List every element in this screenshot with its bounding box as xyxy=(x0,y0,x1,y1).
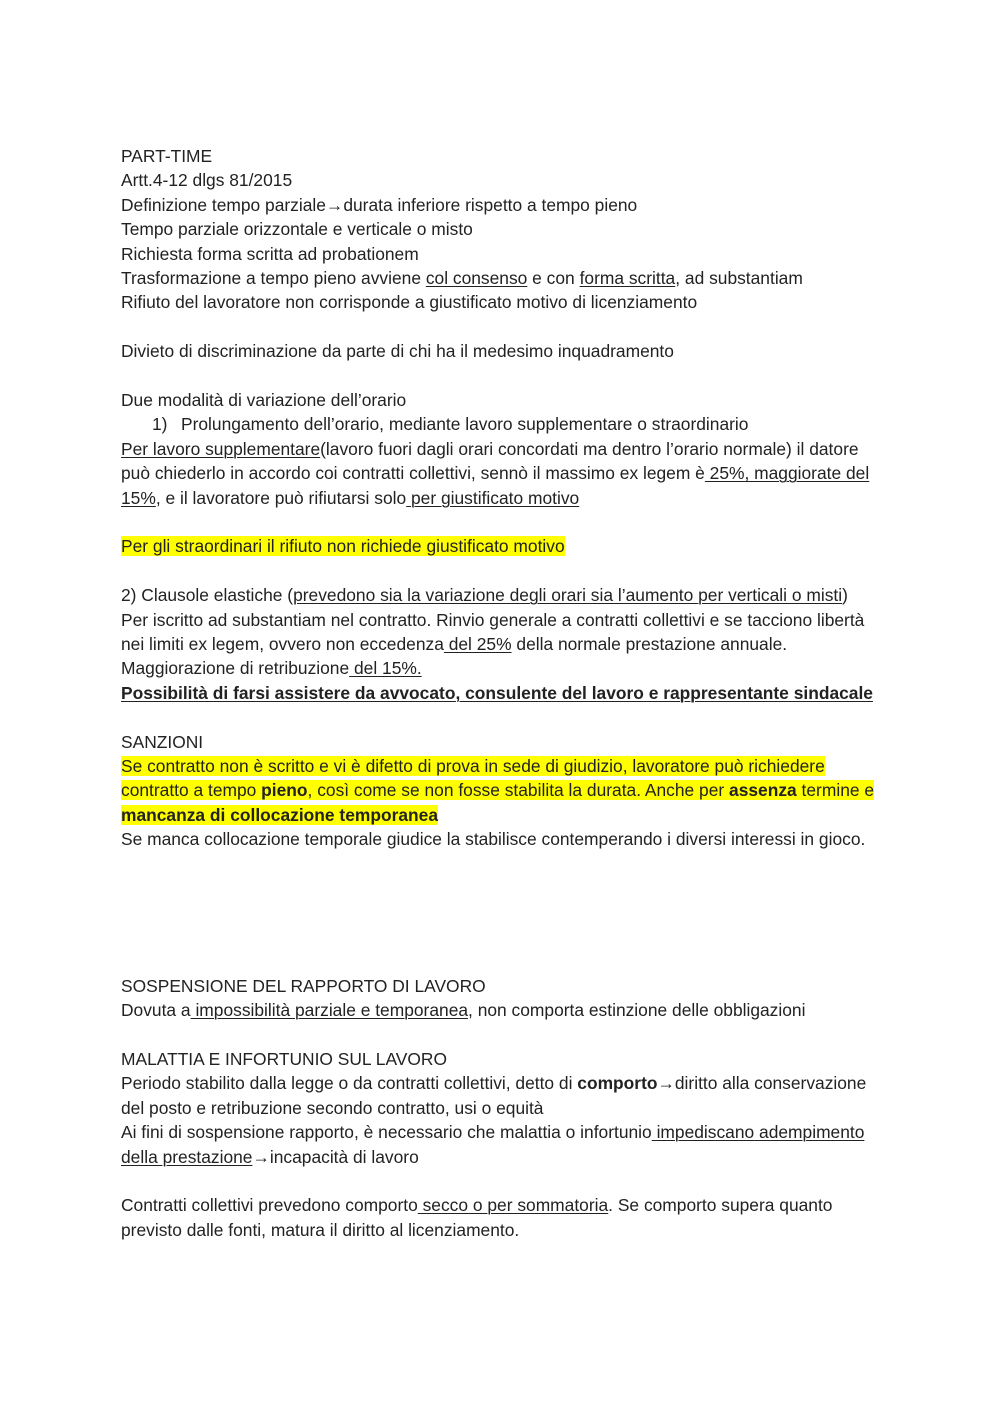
comporto-paragraph xyxy=(121,1071,891,1120)
section-heading-sospensione: SOSPENSIONE DEL RAPPORTO DI LAVORO xyxy=(121,975,486,996)
list-item xyxy=(121,412,891,436)
underlined-text: impossibilità parziale e temporanea xyxy=(190,1000,469,1021)
text-run: , ad substantiam xyxy=(675,268,803,289)
underlined-text: forma scritta xyxy=(579,268,676,289)
highlighted-text: , così come se non fosse stabilita la durata. Anche per xyxy=(307,780,730,801)
underlined-text: del 25% xyxy=(443,634,512,655)
bold-underlined-text: Possibilità di farsi assistere da avvocato, consulente del lavoro e rappresentante sindacale xyxy=(121,682,873,703)
sospensione-line xyxy=(121,998,891,1022)
text-run: Periodo stabilito dalla legge o da contratti collettivi, detto di xyxy=(121,1073,578,1094)
discrimination-line: Divieto di discriminazione da parte di chi ha il medesimo inquadramento xyxy=(121,341,674,362)
text-run: →incapacità di lavoro xyxy=(252,1146,419,1167)
underlined-text: impediscano adempimento della prestazione xyxy=(121,1122,865,1167)
spacer xyxy=(121,1023,891,1047)
list-item-text: Prolungamento dell’orario, mediante lavoro supplementare o straordinario xyxy=(181,414,749,435)
text-run: Contratti collettivi prevedono comporto xyxy=(121,1195,418,1216)
spacer xyxy=(121,705,891,729)
underlined-text: 25%, maggiorate del 15% xyxy=(121,463,870,508)
straordinari-line xyxy=(121,534,891,558)
text-run: 2) Clausole elastiche ( xyxy=(121,585,294,606)
text-run: Dovuta a xyxy=(121,1000,191,1021)
spacer xyxy=(121,852,891,974)
assistance-paragraph xyxy=(121,681,891,705)
form-line: Richiesta forma scritta ad probationem xyxy=(121,243,419,264)
spacer xyxy=(121,1169,891,1193)
spacer xyxy=(121,510,891,534)
highlighted-bold-text: pieno xyxy=(261,780,308,801)
types-line: Tempo parziale orizzontale e verticale o misto xyxy=(121,219,473,240)
text-run: , e il lavoratore può rifiutarsi solo xyxy=(155,487,407,508)
law-reference: Artt.4-12 dlgs 81/2015 xyxy=(121,170,293,191)
underlined-text: secco o per sommatoria xyxy=(417,1195,609,1216)
text-run: della normale prestazione annuale. Maggiorazione di retribuzione xyxy=(121,634,788,679)
underlined-text: col consenso xyxy=(425,268,528,289)
sanzioni-paragraph-highlighted xyxy=(121,754,891,827)
clausole-paragraph xyxy=(121,583,891,607)
highlighted-text: termine e xyxy=(796,780,875,801)
text-run: ) xyxy=(842,585,848,606)
highlighted-text: Per gli straordinari il rifiuto non richiede giustificato motivo xyxy=(121,536,565,557)
section-heading-sanzioni: SANZIONI xyxy=(121,731,204,752)
document-page xyxy=(121,144,891,1242)
list-number: 1) xyxy=(152,414,168,435)
spacer xyxy=(121,559,891,583)
sospensione-fini-paragraph xyxy=(121,1120,891,1169)
comporto-types-paragraph xyxy=(121,1193,891,1242)
spacer xyxy=(121,364,891,388)
text-run: Ai fini di sospensione rapporto, è necessario che malattia o infortunio xyxy=(121,1122,652,1143)
refusal-line: Rifiuto del lavoratore non corrisponde a giustificato motivo di licenziamento xyxy=(121,292,698,313)
text-run: , non comporta estinzione delle obbligazioni xyxy=(468,1000,806,1021)
iscritto-paragraph xyxy=(121,608,891,681)
variation-intro: Due modalità di variazione dell’orario xyxy=(121,390,407,411)
text-run: e con xyxy=(527,268,580,289)
underlined-text: del 15%. xyxy=(349,658,422,679)
text-run: →diritto alla conservazione del posto e retribuzione secondo contratto, usi o equità xyxy=(121,1073,867,1118)
supplementare-paragraph xyxy=(121,437,891,510)
section-heading-part-time: PART-TIME xyxy=(121,146,213,166)
bold-text: comporto xyxy=(577,1073,658,1094)
text-run: Trasformazione a tempo pieno avviene xyxy=(121,268,426,289)
underlined-text: Per lavoro supplementare xyxy=(121,438,321,459)
text-run: Per iscritto ad substantiam nel contratto. Rinvio generale a contratti collettivi e se tacciono libertà nei limiti ex legem, ovvero non eccedenza xyxy=(121,609,865,655)
underlined-text: per giustificato motivo xyxy=(406,487,580,508)
transformation-line xyxy=(121,266,891,290)
spacer xyxy=(121,315,891,339)
underlined-text: prevedono sia la variazione degli orari sia l’aumento per verticali o misti xyxy=(293,585,843,606)
section-heading-malattia: MALATTIA E INFORTUNIO SUL LAVORO xyxy=(121,1048,447,1069)
highlighted-text: Se contratto non è scritto e vi è difetto di prova in sede di giudizio, lavoratore può richiedere contratto a tempo xyxy=(121,756,825,801)
text-run: (lavoro fuori dagli orari concordati ma dentro l’orario normale) il datore può chiederlo in accordo coi contratti collettivi, sennò il massimo ex legem è xyxy=(121,438,859,484)
text-run: . Se comporto supera quanto previsto dalle fonti, matura il diritto al licenziamento. xyxy=(121,1195,833,1240)
highlighted-bold-text: assenza xyxy=(729,780,797,801)
sanzioni-paragraph: Se manca collocazione temporale giudice la stabilisce contemperando i diversi interessi in gioco. xyxy=(121,829,866,850)
definition-line: Definizione tempo parziale→durata inferiore rispetto a tempo pieno xyxy=(121,194,638,215)
highlighted-bold-text: mancanza di collocazione temporanea xyxy=(121,804,438,825)
